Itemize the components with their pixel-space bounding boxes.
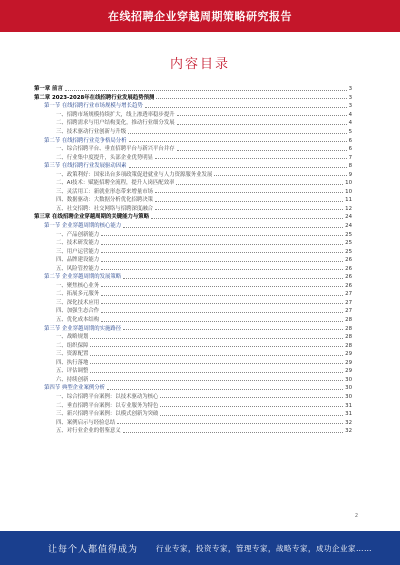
toc-heading: 内容目录 bbox=[169, 57, 230, 72]
toc-leader-dots bbox=[129, 141, 347, 142]
toc-entry-text: 四、数据驱动：大数据分析优化招聘决策 bbox=[56, 197, 154, 204]
toc-entry-page: 25 bbox=[345, 240, 352, 247]
toc-entry-page: 3 bbox=[348, 103, 352, 110]
toc-entry-item[interactable] bbox=[34, 264, 352, 273]
toc-leader-dots bbox=[123, 278, 343, 279]
toc-leader-dots bbox=[151, 218, 343, 219]
toc-entry-page: 30 bbox=[345, 385, 352, 392]
toc-entry-text: 一、综合招聘平台、垂直招聘平台与新兴平台并存 bbox=[56, 146, 175, 153]
toc-entry-text: 二、招聘需求与用户结构变化，推动行业细分发展 bbox=[56, 120, 175, 127]
toc-leader-dots bbox=[101, 244, 343, 245]
toc-leader-dots bbox=[90, 346, 343, 347]
toc-entry-item[interactable] bbox=[34, 256, 352, 265]
toc-entry-page: 29 bbox=[345, 368, 352, 375]
toc-entry-item[interactable] bbox=[34, 418, 352, 427]
page-number: 2 bbox=[354, 513, 358, 519]
toc-entry-page: 6 bbox=[348, 137, 352, 144]
toc-leader-dots bbox=[155, 192, 343, 193]
toc-entry-text: 第一节 企业穿越周期的核心能力 bbox=[44, 223, 122, 230]
toc-entry-item[interactable] bbox=[34, 196, 352, 205]
toc-leader-dots bbox=[160, 397, 343, 398]
toc-entry-page: 25 bbox=[345, 248, 352, 255]
toc-entry-text: 四、执行落地 bbox=[56, 359, 89, 366]
toc-leader-dots bbox=[156, 98, 346, 99]
toc-entry-text: 第三节 在线招聘行业发展驱动因素 bbox=[44, 163, 127, 170]
toc-entry-section[interactable] bbox=[34, 136, 352, 145]
toc-entry-text: 第二章 2023-2028年在线招聘行业发展趋势预测 bbox=[34, 94, 155, 101]
toc-leader-dots bbox=[155, 201, 343, 202]
footer-roles: 行业专家，投资专家，管理专家，战略专家，成功企业家…… bbox=[156, 543, 373, 553]
toc-entry-text: 第三章 在线招聘企业穿越周期的关键能力与策略 bbox=[34, 214, 150, 221]
toc-entry-text: 四、案例启示与经验总结 bbox=[56, 419, 116, 426]
toc-entry-item[interactable] bbox=[34, 367, 352, 376]
toc-entry-page: 26 bbox=[345, 265, 352, 272]
toc-entry-chapter[interactable] bbox=[34, 85, 352, 94]
toc-entry-text: 第二节 在线招聘行业竞争格局分析 bbox=[44, 137, 127, 144]
toc-entry-item[interactable] bbox=[34, 427, 352, 436]
toc-entry-item[interactable] bbox=[34, 350, 352, 359]
toc-entry-item[interactable] bbox=[34, 376, 352, 385]
toc-entry-text: 一、产品创新能力 bbox=[56, 231, 100, 238]
toc-entry-page: 24 bbox=[345, 214, 352, 221]
toc-entry-text: 五、社交招聘：社交网络与招聘深度融合 bbox=[56, 205, 154, 212]
toc-entry-text: 四、加强生态合作 bbox=[56, 308, 100, 315]
toc-entry-text: 三、资源配置 bbox=[56, 351, 89, 358]
toc-entry-section[interactable] bbox=[34, 102, 352, 111]
toc-entry-text: 三、灵活用工：新就业形态带来增量市场 bbox=[56, 188, 154, 195]
footer-slogan: 让每个人都值得成为 bbox=[48, 544, 139, 555]
toc-entry-text: 五、对行业企业的借鉴意义 bbox=[56, 428, 121, 435]
toc-leader-dots bbox=[101, 252, 343, 253]
footer-bar bbox=[0, 531, 400, 565]
toc-entry-chapter[interactable] bbox=[34, 94, 352, 103]
toc-entry-page: 32 bbox=[345, 428, 352, 435]
toc-entry-page: 4 bbox=[348, 120, 352, 127]
toc-entry-text: 第一节 在线招聘行业市场规模与增长趋势 bbox=[44, 103, 143, 110]
toc-leader-dots bbox=[90, 355, 343, 356]
toc-leader-dots bbox=[160, 415, 343, 416]
toc-entry-item[interactable] bbox=[34, 128, 352, 137]
toc-entry-page: 26 bbox=[345, 274, 352, 281]
toc-entry-text: 第二节 企业穿越周期的发展策略 bbox=[44, 274, 122, 281]
toc-entry-page: 27 bbox=[345, 308, 352, 315]
toc-entry-text: 一、聚焦核心业务 bbox=[56, 282, 100, 289]
toc-leader-dots bbox=[101, 261, 343, 262]
toc-entry-page: 29 bbox=[345, 351, 352, 358]
toc-entry-text: 三、技术驱动行业创新与升级 bbox=[56, 129, 127, 135]
toc-entry-item[interactable] bbox=[34, 393, 352, 402]
toc-entry-text: 二、AI技术：赋能招聘全流程，提升人岗匹配效率 bbox=[56, 180, 175, 187]
toc-entry-item[interactable] bbox=[34, 290, 352, 299]
toc-entry-page: 12 bbox=[345, 205, 352, 212]
toc-entry-page: 27 bbox=[345, 299, 352, 306]
toc-entry-item[interactable] bbox=[34, 119, 352, 128]
toc-leader-dots bbox=[123, 329, 343, 330]
toc-entry-section[interactable] bbox=[34, 273, 352, 282]
toc-entry-text: 二、拓展多元服务 bbox=[56, 291, 100, 298]
toc-leader-dots bbox=[90, 380, 343, 381]
toc-entry-page: 31 bbox=[345, 411, 352, 418]
toc-leader-dots bbox=[101, 235, 343, 236]
toc-entry-item[interactable] bbox=[34, 188, 352, 197]
toc-leader-dots bbox=[101, 321, 343, 322]
toc-entry-item[interactable] bbox=[34, 205, 352, 214]
report-title: 在线招聘企业穿越周期策略研究报告 bbox=[108, 10, 292, 23]
toc-entry-item[interactable] bbox=[34, 333, 352, 342]
toc-entry-item[interactable] bbox=[34, 410, 352, 419]
toc-entry-item[interactable] bbox=[34, 179, 352, 188]
toc-entry-item[interactable] bbox=[34, 299, 352, 308]
toc-entry-text: 一、政策利好：国家出台多项政策促进就业与人力资源服务业发展 bbox=[56, 171, 213, 178]
toc-entry-section[interactable] bbox=[34, 324, 352, 333]
toc-entry-text: 第三节 企业穿越周期的实施路径 bbox=[44, 325, 122, 332]
toc-entry-item[interactable] bbox=[34, 111, 352, 120]
toc-entry-item[interactable] bbox=[34, 145, 352, 154]
toc-entry-page: 30 bbox=[345, 393, 352, 400]
toc-leader-dots bbox=[65, 90, 347, 91]
toc-leader-dots bbox=[101, 303, 343, 304]
toc-entry-item[interactable] bbox=[34, 230, 352, 239]
toc-entry-text: 二、垂直招聘平台案例：以专业服务为特色 bbox=[56, 402, 159, 409]
toc-leader-dots bbox=[123, 227, 343, 228]
toc-entry-chapter[interactable] bbox=[34, 213, 352, 222]
toc-leader-dots bbox=[90, 363, 343, 364]
toc-entry-item[interactable] bbox=[34, 401, 352, 410]
toc-leader-dots bbox=[155, 158, 347, 159]
toc-leader-dots bbox=[101, 269, 343, 270]
toc-entry-text: 一、综合招聘平台案例：以技术驱动为核心 bbox=[56, 393, 159, 400]
toc-entry-page: 11 bbox=[345, 197, 352, 204]
toc-entry-page: 5 bbox=[348, 129, 352, 135]
toc-leader-dots bbox=[214, 175, 346, 176]
toc-entry-text: 一、招聘市场规模持续扩大，线上渗透率稳步提升 bbox=[56, 111, 175, 118]
toc-entry-page: 6 bbox=[348, 146, 352, 153]
toc-entry-page: 4 bbox=[348, 111, 352, 118]
toc-entry-text: 四、品牌建设能力 bbox=[56, 257, 100, 264]
toc-entry-text: 三、用户运营能力 bbox=[56, 248, 100, 255]
toc-entry-item[interactable] bbox=[34, 239, 352, 248]
toc-leader-dots bbox=[128, 133, 346, 134]
toc-entry-page: 26 bbox=[345, 257, 352, 264]
toc-entry-item[interactable] bbox=[34, 316, 352, 325]
toc-leader-dots bbox=[101, 312, 343, 313]
toc-leader-dots bbox=[101, 286, 343, 287]
toc-entry-page: 9 bbox=[348, 171, 352, 178]
toc-entry-page: 10 bbox=[345, 188, 352, 195]
toc-entry-item[interactable] bbox=[34, 247, 352, 256]
toc-leader-dots bbox=[107, 389, 343, 390]
toc-entry-item[interactable] bbox=[34, 359, 352, 368]
toc-entry-item[interactable] bbox=[34, 170, 352, 179]
toc-leader-dots bbox=[129, 167, 347, 168]
toc-entry-text: 第四节 典型企业案例分析 bbox=[44, 385, 106, 392]
toc-entry-page: 3 bbox=[348, 86, 352, 93]
toc-entry-text: 五、风险管控能力 bbox=[56, 265, 100, 272]
toc-leader-dots bbox=[123, 432, 343, 433]
toc-entry-page: 10 bbox=[345, 180, 352, 187]
toc-leader-dots bbox=[177, 124, 347, 125]
toc-entry-page: 29 bbox=[345, 359, 352, 366]
toc-leader-dots bbox=[90, 372, 343, 373]
toc-leader-dots bbox=[117, 423, 343, 424]
toc-entry-text: 三、新兴招聘平台案例：以模式创新为突破 bbox=[56, 411, 159, 418]
toc-entry-page: 25 bbox=[345, 231, 352, 238]
toc-entry-page: 28 bbox=[345, 325, 352, 332]
toc-leader-dots bbox=[155, 209, 343, 210]
toc-entry-text: 二、技术研发能力 bbox=[56, 240, 100, 247]
toc-entry-text: 第一章 前言 bbox=[34, 86, 63, 93]
toc-entry-text: 六、持续创新 bbox=[56, 376, 89, 383]
toc-entry-page: 32 bbox=[345, 419, 352, 426]
toc-entry-page: 28 bbox=[345, 334, 352, 341]
toc-leader-dots bbox=[176, 184, 343, 185]
toc-entry-section[interactable] bbox=[34, 162, 352, 171]
toc-entry-item[interactable] bbox=[34, 307, 352, 316]
toc-entry-item[interactable] bbox=[34, 282, 352, 291]
toc-entry-page: 28 bbox=[345, 342, 352, 349]
toc-entry-page: 26 bbox=[345, 282, 352, 289]
table-of-contents bbox=[34, 85, 352, 435]
report-header-bar bbox=[0, 0, 400, 32]
toc-entry-page: 27 bbox=[345, 291, 352, 298]
toc-entry-item[interactable] bbox=[34, 153, 352, 162]
toc-entry-page: 24 bbox=[345, 223, 352, 230]
toc-leader-dots bbox=[177, 115, 347, 116]
toc-entry-section[interactable] bbox=[34, 384, 352, 393]
toc-entry-page: 31 bbox=[345, 402, 352, 409]
toc-entry-page: 3 bbox=[348, 94, 352, 101]
toc-leader-dots bbox=[177, 150, 347, 151]
toc-leader-dots bbox=[90, 338, 343, 339]
toc-entry-text: 五、评估调整 bbox=[56, 368, 89, 375]
toc-entry-page: 30 bbox=[345, 376, 352, 383]
toc-entry-page: 8 bbox=[348, 163, 352, 170]
toc-entry-text: 一、战略规划 bbox=[56, 334, 89, 341]
toc-entry-page: 7 bbox=[348, 154, 352, 161]
toc-entry-page: 28 bbox=[345, 317, 352, 324]
toc-entry-item[interactable] bbox=[34, 341, 352, 350]
toc-entry-text: 五、优化成本结构 bbox=[56, 317, 100, 324]
toc-entry-section[interactable] bbox=[34, 222, 352, 231]
toc-entry-text: 二、行业集中度提升，头部企业优势明显 bbox=[56, 154, 154, 161]
toc-entry-text: 三、深化技术应用 bbox=[56, 299, 100, 306]
toc-entry-text: 二、组织保障 bbox=[56, 342, 89, 349]
toc-leader-dots bbox=[160, 406, 343, 407]
toc-leader-dots bbox=[101, 295, 343, 296]
toc-leader-dots bbox=[145, 107, 347, 108]
